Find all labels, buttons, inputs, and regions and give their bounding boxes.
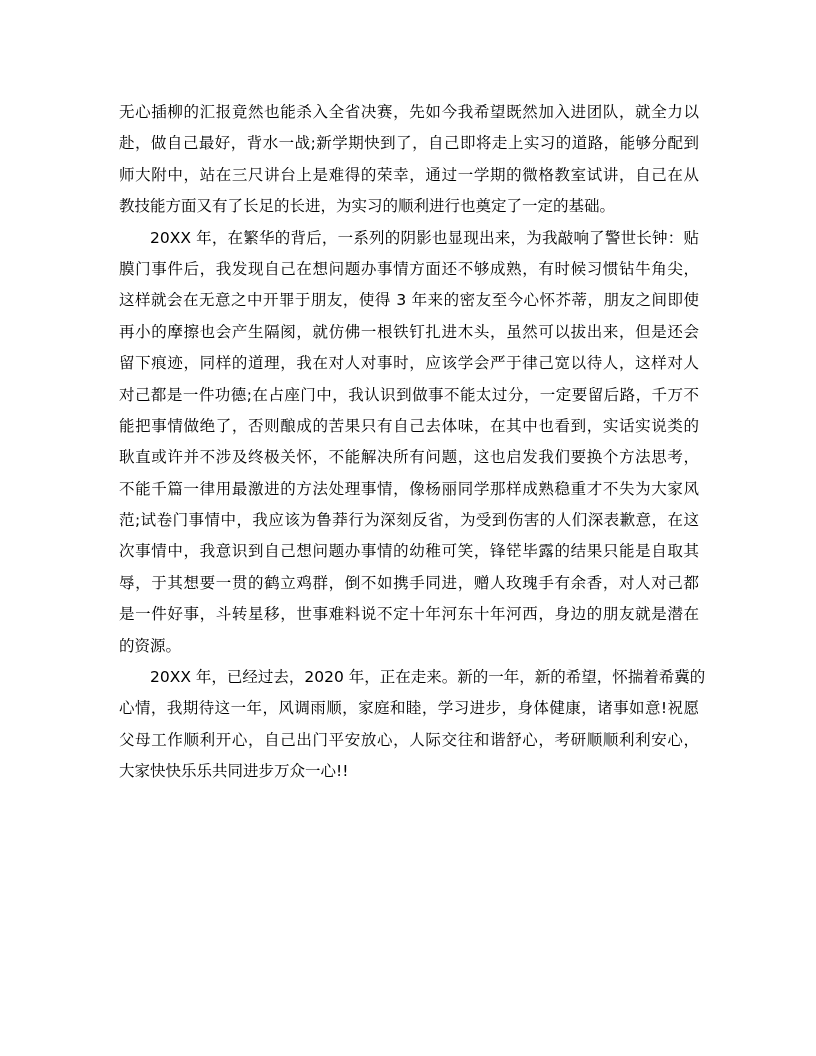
paragraph-2: [119, 223, 699, 662]
text-line: 范;试卷门事情中，我应该为鲁莽行为深刻反省，为受到伤害的人们深表歉意，在这: [119, 511, 699, 530]
text-line: 留下痕迹，同样的道理，我在对人对事时，应该学会严于律己宽以待人，这样对人: [119, 354, 699, 373]
text-line: 心情，我期待这一年，风调雨顺，家庭和睦，学习进步，身体健康，诸事如意!祝愿: [119, 699, 699, 718]
document-body: [119, 97, 706, 788]
text-line: 师大附中，站在三尺讲台上是难得的荣幸，通过一学期的微格教室试讲，自己在从: [119, 165, 699, 184]
text-line: 辱，于其想要一贯的鹤立鸡群，倒不如携手同进，赠人玫瑰手有余香，对人对己都: [119, 573, 699, 592]
paragraph-1: [119, 97, 699, 223]
text-line: 次事情中，我意识到自己想问题办事情的幼稚可笑，锋铓毕露的结果只能是自取其: [119, 542, 699, 561]
text-line: 是一件好事，斗转星移，世事难料说不定十年河东十年河西，身边的朋友就是潜在: [119, 605, 699, 624]
text-line: 父母工作顺利开心，自己出门平安放心，人际交往和谐舒心，考研顺顺利利安心，: [119, 730, 699, 749]
text-line: 耿直或许并不涉及终极关怀，不能解决所有问题，这也启发我们要换个方法思考，: [119, 448, 699, 467]
text-line: 20XX 年，在繁华的背后，一系列的阴影也显现出来，为我敲响了警世长钟：贴: [150, 228, 699, 247]
text-line: 这样就会在无意之中开罪于朋友，使得 3 年来的密友至今心怀芥蒂，朋友之间即使: [119, 291, 699, 310]
text-line: 再小的摩擦也会产生隔阂，就仿佛一根铁钉扎进木头，虽然可以拔出来，但是还会: [119, 322, 699, 341]
text-line: 对己都是一件功德;在占座门中，我认识到做事不能太过分，一定要留后路，千万不: [119, 385, 699, 404]
text-line: 20XX 年，已经过去，2020 年，正在走来。新的一年，新的希望，怀揣着希冀的: [150, 668, 706, 687]
text-line: 不能千篇一律用最激进的方法处理事情，像杨丽同学那样成熟稳重才不失为大家风: [119, 479, 699, 498]
text-line: 膜门事件后，我发现自己在想问题办事情方面还不够成熟，有时候习惯钻牛角尖，: [119, 259, 699, 278]
text-line: 无心插柳的汇报竟然也能杀入全省决赛，先如今我希望既然加入进团队，就全力以: [119, 103, 699, 121]
text-line: 赴，做自己最好，背水一战;新学期快到了，自己即将走上实习的道路，能够分配到: [119, 134, 699, 153]
paragraph-3: [119, 662, 706, 788]
text-line: 的资源。: [119, 636, 182, 655]
text-line: 教技能方面又有了长足的长进，为实习的顺利进行也奠定了一定的基础。: [119, 197, 616, 216]
text-line: 能把事情做绝了，否则酿成的苦果只有自己去体味，在其中也看到，实话实说类的: [119, 416, 699, 435]
text-line: 大家快快乐乐共同进步万众一心!!: [119, 762, 349, 781]
